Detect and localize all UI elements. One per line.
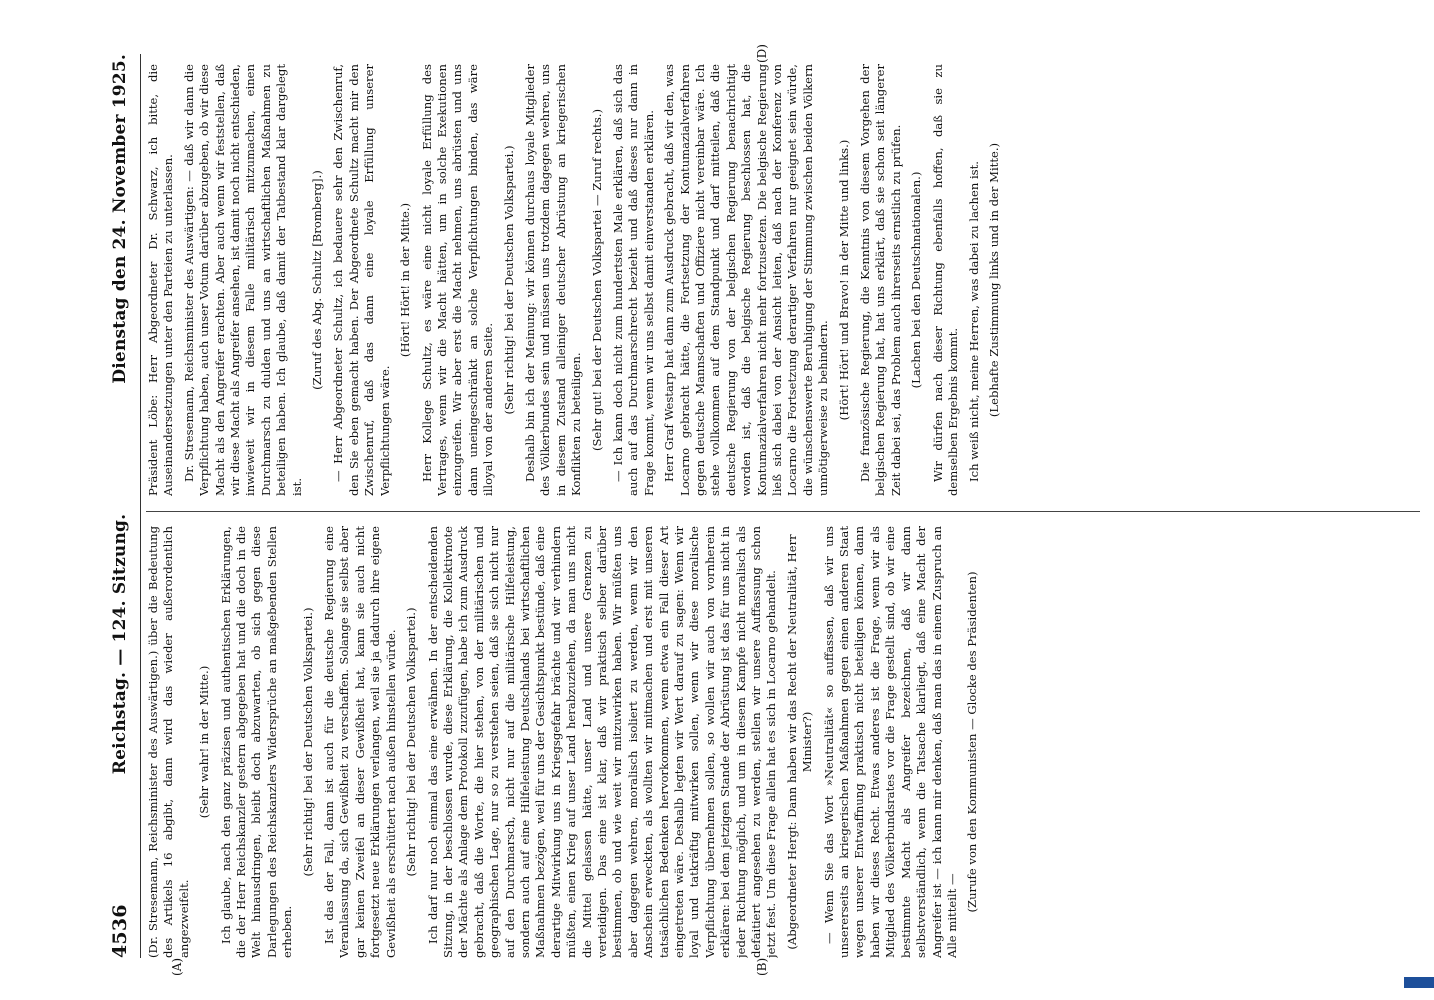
paragraph: (Abgeordneter Hergt: Dann haben wir das Recht der Neutralität, Herr Minister?) bbox=[784, 534, 815, 950]
paragraph: Ich weiß nicht, meine Herren, was dabei zu lachen ist. bbox=[966, 161, 981, 482]
paragraph: (Dr. Stresemann, Reichsminister des Auswärtigen.) über die Bedeutung des Artikels 16 abgibt, dann wird das wieder außerordentlich angezweifelt. bbox=[146, 526, 191, 958]
paragraph: (Sehr richtig! bei der Deutschen Volkspartei.) bbox=[300, 607, 315, 877]
session-title: Reichstag. — 124. Sitzung. bbox=[110, 513, 130, 775]
text-columns bbox=[146, 54, 1420, 958]
margin-marker-b: (B) bbox=[755, 957, 769, 976]
paragraph: — Ich kann doch nicht zum hundertsten Male erklären, daß sich das auch auf das Durchmarschrecht bezieht und daß dieses nur dann in Frage kommt, wenn wir uns selbst damit einverstanden erklären. bbox=[610, 64, 656, 496]
paragraph: (Zurufe von den Kommunisten — Glocke des Präsidenten) bbox=[965, 571, 980, 913]
paragraph: (Hört! Hört! und Bravo! in der Mitte und links.) bbox=[836, 139, 851, 421]
margin-marker-d: (D) bbox=[755, 44, 769, 63]
paragraph: Herr Kollege Schultz, es wäre eine nicht loyale Erfüllung des Vertrages, wenn wir die Macht hätten, um in solche Exekutionen einzugreifen. Wir aber erst die Macht nehmen, uns abrüsten und uns dann uneingeschränkt an solche Verpflichtungen binden, das wäre illoyal von der anderen Seite. bbox=[419, 64, 496, 496]
margin-marker-a: (A) bbox=[170, 957, 184, 976]
page-number: 4536 bbox=[109, 904, 131, 958]
paragraph: (Sehr gut! bei der Deutschen Volkspartei — Zuruf rechts.) bbox=[589, 108, 604, 452]
paragraph: (Lebhafte Zustimmung links und in der Mitte.) bbox=[986, 142, 1001, 418]
rotated-document-page bbox=[100, 44, 1420, 976]
left-column bbox=[146, 526, 1420, 958]
paragraph: — Herr Abgeordneter Schultz, ich bedauere sehr den Zwischenruf, den Sie eben gemacht haben. Der Abgeordnete Schultz macht mir den Zwischenruf, daß das dann eine loyale Erfüllung unserer Verpflichtungen wäre. bbox=[331, 64, 392, 496]
digitization-credit bbox=[1410, 8, 1430, 992]
paragraph: (Sehr richtig! bei der Deutschen Volkspartei.) bbox=[404, 607, 419, 877]
paragraph: Ich darf nur noch einmal das eine erwähnen. In der entscheidenden Sitzung, in der beschlossen wurde, diese Erklärung, die Kollektivnote der Mächte als Anlage dem Protokoll zuzufügen, habe ich zum Ausdruck gebracht, daß die Worte, die hier stehen, von der militärischen und geographischen Lage, nur so zu verstehen seien, daß sie sich nicht nur auf den Durchmarsch, nicht nur auf die militärische Hilfeleistung, sondern auch auf eine Hilfeleistung Deutschlands bei wirtschaftlichen Maßnahmen bezögen, weil für uns der Gesichtspunkt bestünde, daß eine derartige Mitwirkung uns in Kriegsgefahr brächte und wir verhindern müßten, einen Krieg auf unser Land herabzuziehen, da man uns nicht die Mittel gelassen hätte, unser Land und unsere Grenzen zu verteidigen. Das eine ist klar, daß wir praktisch selber darüber bestimmen, ob und wie weit wir mitzuwirken haben. Wir müßten uns aber dagegen wehren, moralisch isoliert zu werden, wenn wir den Anschein erweckten, als wollten wir mitmachen und erst mit unseren tatsächlichen Bedenken hervorkommen, wenn etwa ein Fall dieser Art eingetreten wäre. Deshalb legten wir Wert darauf zu sagen: Wenn wir loyal und tatkräftig mitwirken sollen, wenn wir diese moralische Verpflichtung übernehmen sollen, so wollen wir auch von vornherein erklären: bei dem jetzigen Stande der Abrüstung ist das für uns nicht in jeder Richtung möglich, und um in diesem Kampfe nicht moralisch als defaitiert angesehen zu werden, stellen wir unsere Auffassung schon jetzt fest. Um diese Frage allein hat es sich in Locarno gehandelt. bbox=[425, 526, 779, 958]
paragraph: (Hört! Hört! in der Mitte.) bbox=[398, 202, 413, 358]
paragraph: Ich glaube, nach den ganz präzisen und authentischen Erklärungen, die der Herr Reichskanzler gestern abgegeben hat und die doch in die Welt hinausdringen, bleibt doch abzuwarten, ob sich gegen diese Darlegungen des Reichskanzlers Widersprüche an maßgebenden Stellen erheben. bbox=[218, 526, 295, 958]
dfg-logo bbox=[1404, 977, 1434, 988]
paragraph: Herr Graf Westarp hat dann zum Ausdruck gebracht, daß wir den, was Locarno gebracht hätte, die Fortsetzung der Kontumazialverfahren gegen deutsche Mannschaften und Offiziere nicht vereinbar wäre. Ich stehe vollkommen auf dem Standpunkt und darf mitteilen, daß die deutsche Regierung von der belgischen Regierung benachrichtigt worden ist, daß die belgische Regierung beschlossen hat, die Kontumazialverfahren nicht mehr fortzusetzen. Die belgische Regierung ließ sich dabei von der Ansicht leiten, daß nach der Konferenz von Locarno die Fortsetzung derartiger Verfahren nur geeignet sein würde, die wünschenswerte Beruhigung der Stimmung zwischen beiden Völkern unnötigerweise zu behindern. bbox=[662, 64, 831, 496]
paragraph: (Sehr richtig! bei der Deutschen Volkspartei.) bbox=[501, 145, 516, 415]
paragraph: (Lachen bei den Deutschnationalen.) bbox=[909, 171, 924, 389]
right-column bbox=[146, 64, 1420, 496]
paragraph: Präsident Löbe: Herr Abgeordneter Dr. Schwarz, ich bitte, die Auseinandersetzungen unter den Parteien zu unterlassen. bbox=[146, 64, 176, 496]
paragraph: Wir dürfen nach dieser Richtung ebenfalls hoffen, daß sie zu demselben Ergebnis kommt. bbox=[930, 64, 961, 496]
paragraph: Dr. Stresemann, Reichsminister des Auswärtigen: — daß wir dann die Verpflichtung haben, auch unser Votum darüber abzugeben, ob wir diese Macht als den Angreifer erachten. Aber auch wenn wir feststellen, daß wir diese Macht als Angreifer ansehen, ist damit noch nicht entschieden, inwieweit wir in diesem Falle militärisch mitzumachen, einen Durchmarsch zu dulden und uns an wirtschaftlichen Maßnahmen zu beteiligen haben. Ich glaube, daß damit der Tatbestand klar dargelegt ist. bbox=[181, 64, 304, 496]
paragraph: Ist das der Fall, dann ist auch für die deutsche Regierung eine Veranlassung da, sich Gewißheit zu verschaffen. Solange sie selbst aber gar keinen Zweifel an dieser Gewißheit hat, kann sie auch nicht fortgesetzt neue Erklärungen verlangen, weil sie ja dadurch ihre eigene Gewißheit als erschüttert nach außen hinstellen würde. bbox=[322, 526, 398, 958]
column-divider bbox=[146, 511, 1420, 512]
session-date: Dienstag den 24. November 1925. bbox=[110, 54, 130, 384]
page-header bbox=[100, 54, 141, 958]
paragraph: — Wenn Sie das Wort »Neutralität« so auffassen, daß wir uns unsererseits an kriegerischen Maßnahmen gegen einen anderen Staat wegen unserer Entwaffnung praktisch nicht beteiligen können, dann haben wir dieses Recht. Etwas anderes ist die Frage, wenn wir als Mitglied des Völkerbundsrates vor die Frage gestellt sind, ob wir eine bestimmte Macht als Angreifer bezeichnen, daß wir dann selbstverständlich, wenn die Tatsache klarliegt, daß eine Macht der Angreifer ist — ich kann mir denken, daß man das in einem Zuspruch an Alle mitteilt — bbox=[821, 526, 959, 958]
paragraph: Die französische Regierung, die Kenntnis von diesem Vorgehen der belgischen Regierung hat, hat uns erklärt, daß sie schon seit längerer Zeit dabei sei, das Problem auch ihrerseits ernstlich zu prüfen. bbox=[858, 64, 903, 496]
paragraph: Deshalb bin ich der Meinung: wir können durchaus loyale Mitglieder des Völkerbundes sein und müssen uns trotzdem dagegen wehren, uns in diesem Zustand alleiniger deutscher Abrüstung an kriegerischen Konflikten zu beteiligen. bbox=[522, 64, 584, 496]
paragraph: (Zuruf des Abg. Schultz [Bromberg].) bbox=[310, 170, 325, 390]
paragraph: (Sehr wahr! in der Mitte.) bbox=[197, 665, 212, 819]
